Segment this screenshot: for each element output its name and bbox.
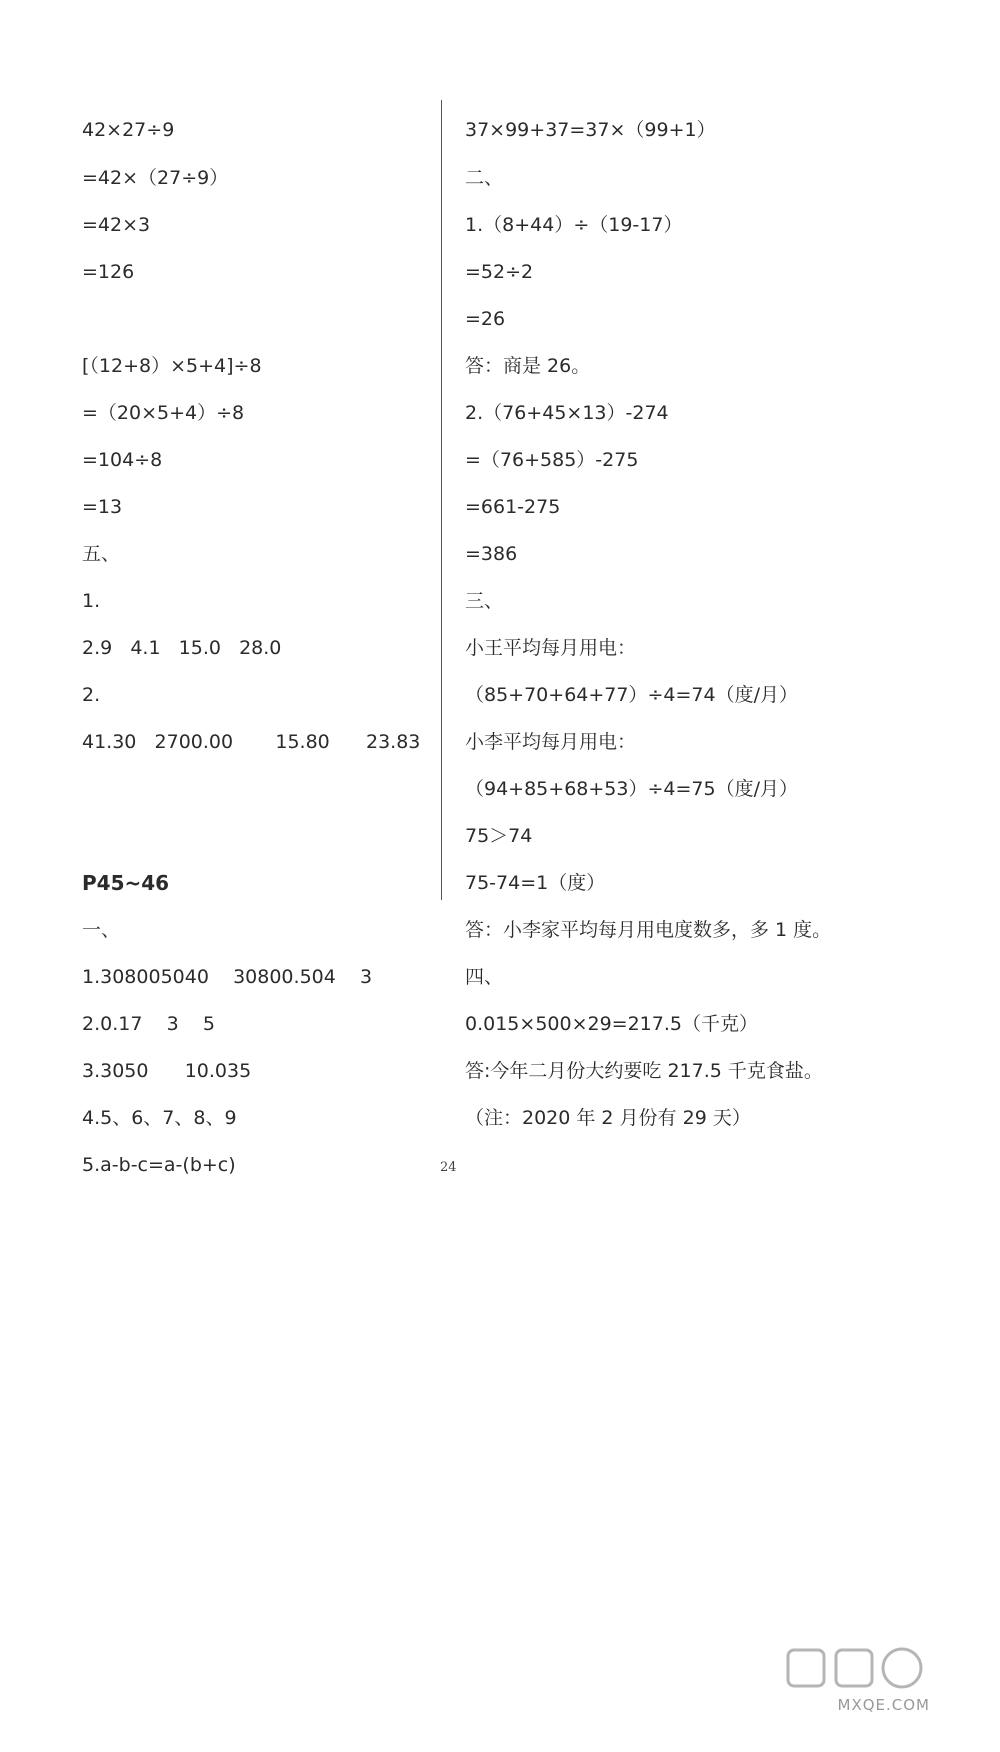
line-left-9: 1.: [82, 590, 101, 612]
watermark-text: MXQE.COM: [837, 1696, 930, 1714]
line-right-4: =26: [465, 308, 506, 330]
line-right-19: 0.015×500×29=217.5（千克）: [465, 1013, 758, 1035]
line-right-10: 三、: [465, 590, 504, 612]
line-left-16: 2.0.17 3 5: [82, 1013, 215, 1035]
line-right-12: （85+70+64+77）÷4=74（度/月）: [465, 684, 798, 706]
line-right-11: 小王平均每月用电：: [465, 637, 637, 659]
line-right-16: 75-74=1（度）: [465, 872, 606, 894]
line-left-3: =126: [82, 261, 135, 283]
line-right-13: 小李平均每月用电：: [465, 731, 637, 753]
line-right-1: 二、: [465, 167, 504, 189]
line-right-18: 四、: [465, 966, 504, 988]
line-left-14: 一、: [82, 919, 121, 941]
line-right-21: （注：2020 年 2 月份有 29 天）: [465, 1107, 751, 1129]
line-left-0: 42×27÷9: [82, 119, 175, 141]
line-right-7: =（76+585）-275: [465, 449, 639, 471]
line-left-7: =13: [82, 496, 123, 518]
line-left-18: 4.5、6、7、8、9: [82, 1107, 237, 1129]
line-left-4: [（12+8）×5+4]÷8: [82, 355, 262, 377]
line-left-2: =42×3: [82, 214, 151, 236]
line-right-14: （94+85+68+53）÷4=75（度/月）: [465, 778, 798, 800]
line-right-15: 75＞74: [465, 825, 533, 847]
line-right-3: =52÷2: [465, 261, 534, 283]
line-left-15: 1.308005040 30800.504 3: [82, 966, 373, 988]
section-heading-p45-46: P45~46: [82, 871, 170, 895]
line-left-12: 41.30 2700.00 15.80 23.83: [82, 731, 421, 753]
page-number: 24: [440, 1160, 457, 1175]
line-right-9: =386: [465, 543, 518, 565]
line-left-8: 五、: [82, 543, 121, 565]
line-right-5: 答：商是 26。: [465, 355, 591, 377]
column-divider: [441, 100, 442, 900]
line-right-17: 答：小李家平均每月用电度数多，多 1 度。: [465, 919, 832, 941]
line-left-1: =42×（27÷9）: [82, 167, 229, 189]
line-right-20: 答:今年二月份大约要吃 217.5 千克食盐。: [465, 1060, 823, 1082]
line-left-19: 5.a-b-c=a-(b+c): [82, 1154, 236, 1176]
line-right-8: =661-275: [465, 496, 561, 518]
line-right-6: 2.（76+45×13）-274: [465, 402, 669, 424]
line-left-17: 3.3050 10.035: [82, 1060, 252, 1082]
line-right-2: 1.（8+44）÷（19-17）: [465, 214, 683, 236]
watermark-emblem-icon: [780, 1644, 930, 1692]
line-left-6: =104÷8: [82, 449, 163, 471]
line-right-0: 37×99+37=37×（99+1）: [465, 119, 716, 141]
line-left-5: =（20×5+4）÷8: [82, 402, 245, 424]
line-left-11: 2.: [82, 684, 101, 706]
line-left-10: 2.9 4.1 15.0 28.0: [82, 637, 282, 659]
watermark-logo: [780, 1644, 930, 1714]
